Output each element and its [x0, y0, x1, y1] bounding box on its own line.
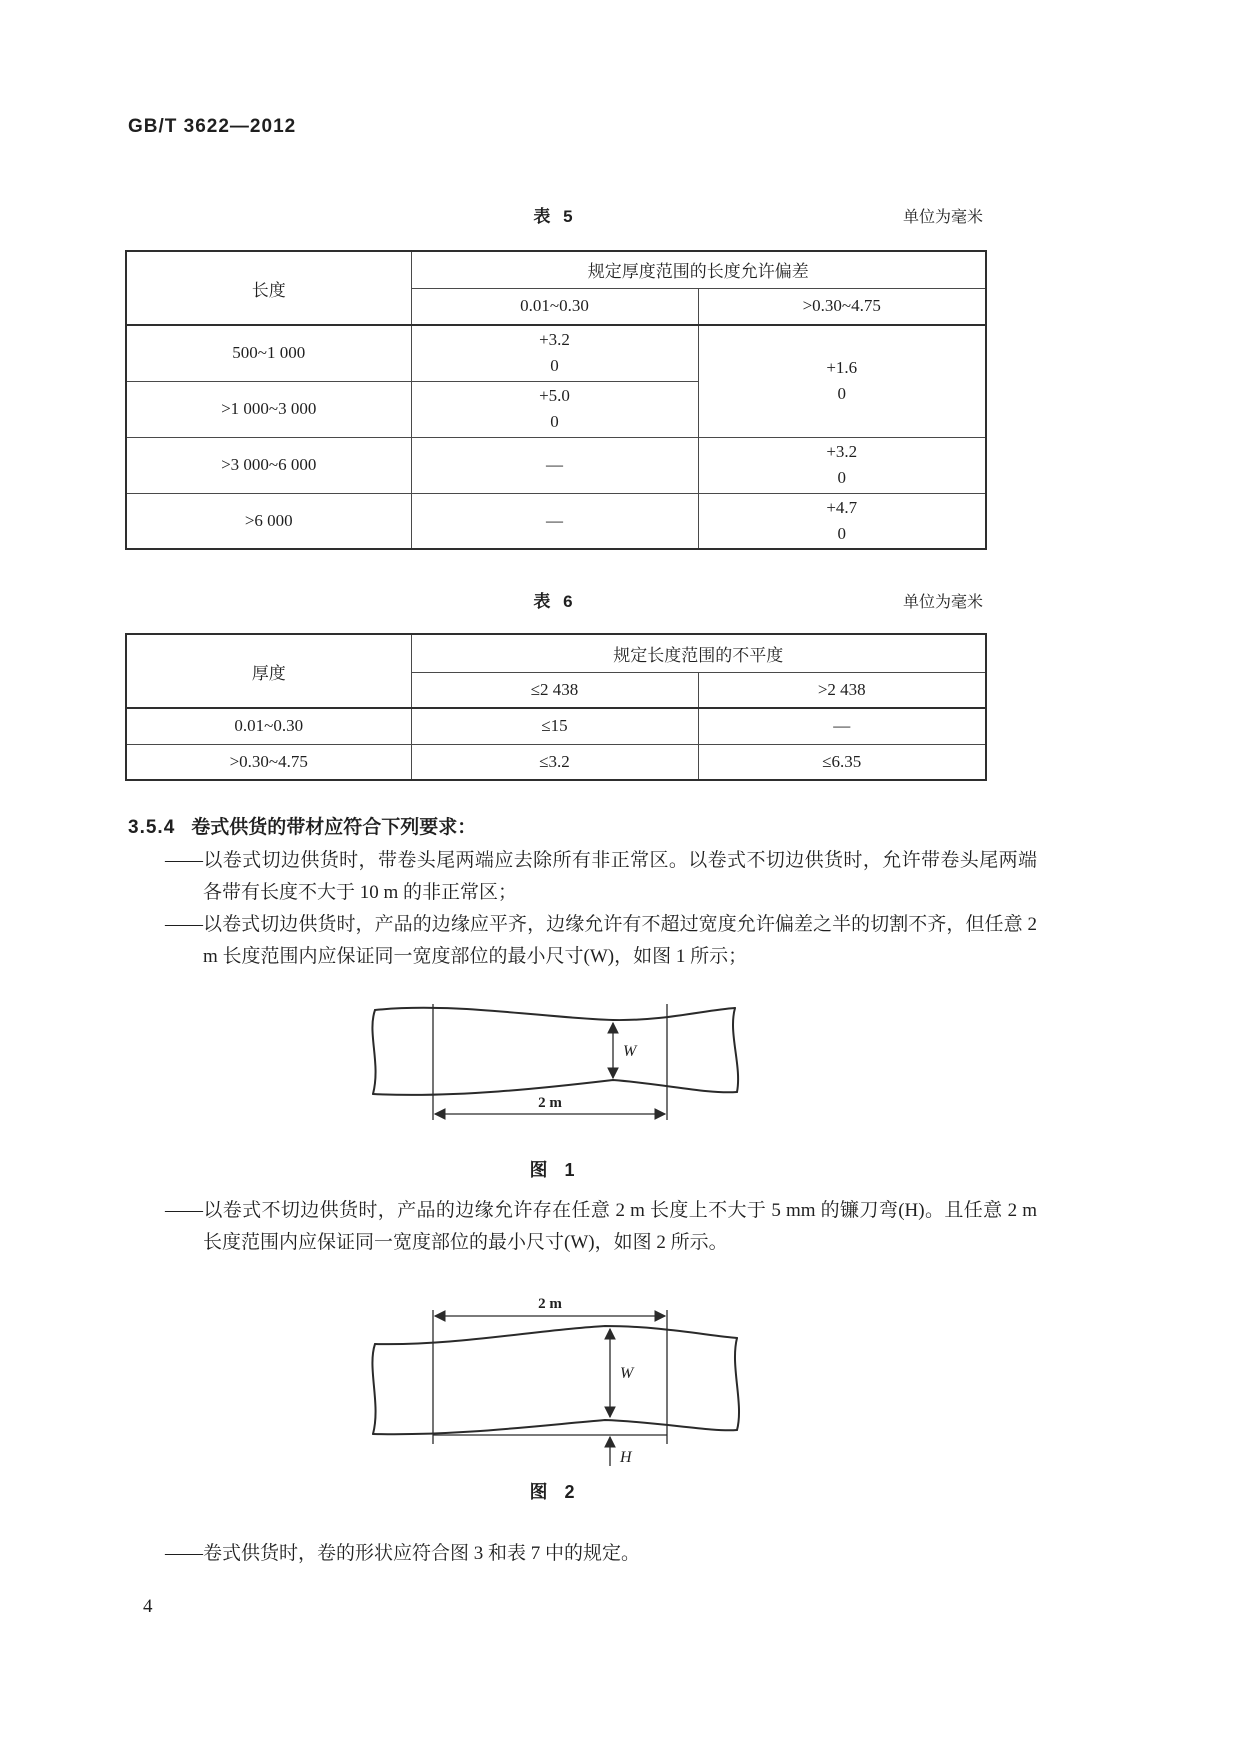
width-label: W: [623, 1043, 637, 1060]
camber-label: H: [620, 1449, 632, 1466]
tolerance-lower: 0: [837, 523, 846, 543]
tolerance-upper: +1.6: [826, 358, 858, 378]
table-row: [126, 437, 986, 493]
table5-span-header: 规定厚度范围的长度允许偏差: [411, 251, 986, 288]
table6-title: 表 6: [533, 592, 577, 611]
cell-flatness: ≤6.35: [698, 744, 986, 780]
tolerance-lower: 0: [837, 384, 846, 404]
strip-left-break: [372, 1344, 375, 1434]
tolerance-upper: +5.0: [539, 386, 570, 405]
table5: [125, 250, 987, 550]
bullet-item: ——以卷式切边供货时，带卷头尾两端应去除所有非正常区。以卷式不切边供货时，允许带卷头尾两端各带有长度不大于 10 m 的非正常区；: [165, 850, 1037, 903]
cell-tolerance: [411, 381, 698, 437]
cell-thickness: 0.01~0.30: [126, 708, 411, 744]
table-row: [126, 744, 986, 780]
span-label: 2 m: [538, 1095, 562, 1111]
figure-2-caption: 图 2: [529, 1482, 581, 1502]
figure-1-caption: 图 1: [529, 1160, 581, 1180]
strip-right-break: [735, 1338, 739, 1430]
table5-subheader-thin-range: 0.01~0.30: [411, 288, 698, 325]
figure-1: [125, 988, 985, 1182]
tolerance-lower: 0: [550, 412, 559, 431]
cell-tolerance: [698, 493, 986, 549]
strip-left-break: [372, 1010, 375, 1094]
bullet-list: [165, 845, 1037, 973]
cell-tolerance: [411, 325, 698, 381]
tolerance-lower: 0: [837, 468, 846, 487]
cell-length: >3 000~6 000: [126, 437, 411, 493]
cell-length: 500~1 000: [126, 325, 411, 381]
bullet-item: ——以卷式切边供货时，产品的边缘应平齐，边缘允许有不超过宽度允许偏差之半的切割不齐，但任意 2 m 长度范围内应保证同一宽度部位的最小尺寸(W)，如图 1 所示；: [165, 914, 1037, 967]
strip-bottom-edge: [373, 1420, 737, 1434]
table5-subheader-thick-range: >0.30~4.75: [698, 288, 986, 325]
cell-thickness: >0.30~4.75: [126, 744, 411, 780]
cell-tolerance-merged: [698, 325, 986, 437]
table5-caption-row: [125, 202, 985, 228]
table6-unit-note: 单位为毫米: [902, 594, 983, 611]
table5-title: 表 5: [533, 207, 577, 226]
tolerance-lower: 0: [550, 356, 559, 376]
bullet-list: [165, 1538, 1037, 1570]
table6-subheader-le: ≤2 438: [411, 672, 698, 708]
figure-2-drawing: [365, 1296, 745, 1474]
section-number: 3.5.4: [128, 817, 176, 838]
cell-flatness: ≤3.2: [411, 744, 698, 780]
bullet-list: [165, 1195, 1037, 1259]
strip-bottom-edge: [373, 1080, 737, 1095]
cell-tolerance: [698, 437, 986, 493]
table6-caption-row: [125, 587, 985, 613]
table-row: [126, 493, 986, 549]
cell-length: >1 000~3 000: [126, 381, 411, 437]
table-row: [126, 325, 986, 381]
bullet-item: ——卷式供货时，卷的形状应符合图 3 和表 7 中的规定。: [165, 1543, 641, 1564]
strip-top-edge: [375, 1008, 735, 1020]
cell-flatness: ≤15: [411, 708, 698, 744]
table-row: [126, 708, 986, 744]
doc-number: GB/T 3622—2012: [128, 116, 297, 137]
table6: [125, 633, 987, 781]
table5-unit-note: 单位为毫米: [902, 209, 983, 226]
tolerance-upper: +4.7: [826, 497, 858, 517]
table6-span-header: 规定长度范围的不平度: [411, 634, 986, 672]
table6-subheader-gt: >2 438: [698, 672, 986, 708]
cell-flatness: —: [698, 708, 986, 744]
tolerance-upper: +3.2: [826, 442, 858, 461]
tolerance-upper: +3.2: [539, 330, 570, 350]
cell-tolerance-none: —: [411, 493, 698, 549]
bullet-item: ——以卷式不切边供货时，产品的边缘允许存在任意 2 m 长度上不大于 5 mm 的镰刀弯(H)。且任意 2 m 长度范围内应保证同一宽度部位的最小尺寸(W)，如图 2 所示。: [165, 1200, 1037, 1253]
cell-tolerance-none: —: [411, 437, 698, 493]
section-title: 卷式供货的带材应符合下列要求：: [191, 817, 477, 838]
strip-right-break: [733, 1008, 738, 1092]
figure-2: [125, 1296, 985, 1504]
figure-1-drawing: [365, 988, 745, 1138]
page-number: 4: [143, 1596, 153, 1617]
section-heading: [128, 812, 1028, 839]
width-label: W: [620, 1365, 634, 1382]
strip-top-edge: [375, 1326, 737, 1344]
cell-length: >6 000: [126, 493, 411, 549]
table5-length-header: 长度: [126, 251, 411, 325]
span-label: 2 m: [538, 1296, 562, 1312]
table6-thickness-header: 厚度: [126, 634, 411, 708]
